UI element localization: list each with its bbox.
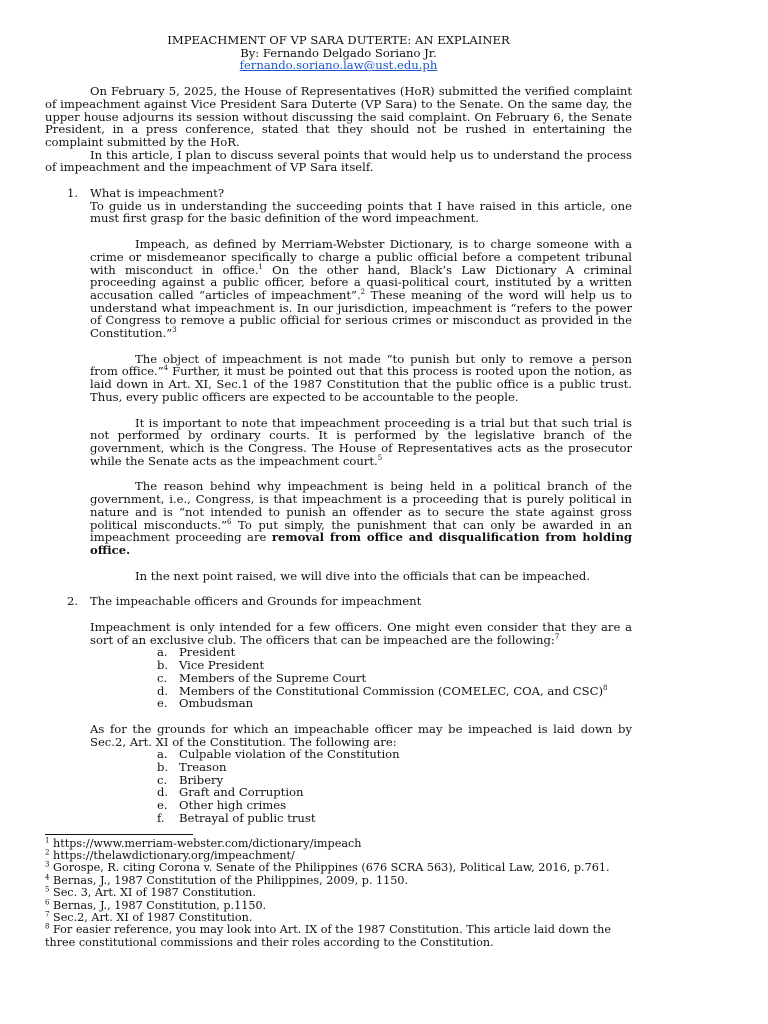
list-item: e. Ombudsman [157, 696, 254, 711]
body-paragraph: The reason behind why impeachment is being held in a political branch of the government, i.e., Congress, is that impeachment is a proceeding that is purely political in nature and is “not intended to punish an offender as to secure the state against gross political misconducts.”$^6$ To put simply, the punishment that can only be awarded in an impeachment proceeding are removal from office and disqualification from holding office. [90, 479, 632, 557]
footnote: $^5$ Sec. 3, Art. XI of 1987 Constitution. [45, 885, 256, 900]
body-paragraph: As for the grounds for which an impeachable officer may be impeached is laid down by Sec.2, Art. XI of the Constitution. The following are: [90, 721, 632, 749]
list-item: b. Vice President [157, 658, 265, 673]
footnote: $^7$ Sec.2, Art. XI of 1987 Constitution. [45, 910, 253, 924]
footnote: $^6$ Bernas, J., 1987 Constitution, p.1150. [45, 897, 267, 912]
intro-paragraph: On February 5, 2025, the House of Representatives (HoR) submitted the verified complaint of impeachment against Vice President Sara Duterte (VP Sara) to the Senate. On the same day, the upper house adjourns its session without discussing the said complaint. On February 6, the Senate President, in a press conference, stated that they should not be rushed in entertaining the complaint submitted by the HoR. [45, 84, 632, 149]
list-item: a. Culpable violation of the Constitution [157, 747, 400, 762]
section-1-body [45, 200, 632, 583]
footnote-ref[interactable]: 1 [258, 262, 263, 271]
body-paragraph: In the next point raised, we will dive into the officials that can be impeached. [135, 568, 591, 583]
list-item: e. Other high crimes [157, 798, 287, 813]
section-title: What is impeachment? [90, 186, 225, 201]
list-item: d. Members of the Constitutional Commission (COMELEC, COA, and CSC)$^8$ [157, 683, 608, 698]
section-number: 1. [67, 186, 79, 201]
list-item: d. Graft and Corruption [157, 785, 304, 800]
body-paragraph: The object of impeachment is not made “to punish but only to remove a person from office.”$^4$ Further, it must be pointed out that this process is rooted upon the notion, as laid down in Art. XI, Sec.1 of the 1987 Constitution that the public office is a public trust. Thus, every public officers are expected to be accountable to the people. [90, 351, 632, 404]
footnote-ref[interactable]: 6 [227, 517, 232, 526]
footnote-ref[interactable]: 2 [360, 288, 366, 297]
emphasis-text: removal from office and disqualification from holding office. [90, 530, 632, 557]
body-paragraph: Impeachment is only intended for a few officers. One might even consider that they are a sort of an exclusive club. The officers that can be impeached are the following:$^7$ [90, 620, 632, 647]
footnote-ref[interactable]: 4 [163, 364, 169, 373]
footnote: $^2$ https://thelawdictionary.org/impeachment/ [45, 848, 295, 862]
footnote-ref[interactable]: 3 [172, 326, 177, 335]
footnotes [45, 835, 632, 950]
section-2-grounds [45, 723, 632, 748]
footnote: $^8$ For easier reference, you may look into Art. IX of the 1987 Constitution. This article laid down the three constitutional commissions and their roles according to the Constitution. [45, 922, 611, 949]
list-item: c. Members of the Supreme Court [157, 670, 367, 685]
list-item: b. Treason [157, 760, 227, 775]
body-paragraph: It is important to note that impeachment proceeding is a trial but that such trial is not performed by ordinary courts. It is performed by the legislative branch of the government, which is the Congress. The House of Representatives acts as the prosecutor while the Senate acts as the impeachment court.$^5$ [90, 415, 632, 468]
footnote: $^3$ Gorospe, R. citing Corona v. Senate of the Philippines (676 SCRA 563), Political Law, 2016, p.761. [45, 860, 610, 875]
footnote-ref[interactable]: 5 [377, 453, 383, 462]
document-header [45, 34, 632, 72]
footnote: $^1$ https://www.merriam-webster.com/dictionary/impeach [45, 835, 362, 850]
section-number: 2. [67, 594, 79, 609]
list-item: c. Bribery [157, 772, 224, 787]
footnote-divider [45, 834, 193, 835]
section-2-body [45, 621, 632, 646]
intro [45, 85, 632, 174]
footnote-ref[interactable]: 8 [603, 683, 608, 692]
officers-list [45, 646, 632, 710]
footnote: $^4$ Bernas, J., 1987 Constitution of the Philippines, 2009, p. 1150. [45, 873, 409, 887]
list-item: f. Betrayal of public trust [157, 810, 316, 825]
document-title: IMPEACHMENT OF VP SARA DUTERTE: AN EXPLAINER [167, 33, 510, 47]
footnote-ref[interactable]: 7 [554, 632, 560, 641]
section-1-heading [45, 187, 632, 200]
section-lead: To guide us in understanding the succeeding points that I have raised in this article, one must first grasp for the basic definition of the word impeachment. [90, 198, 632, 226]
section-title: The impeachable officers and Grounds for impeachment [90, 594, 422, 609]
intro-paragraph: In this article, I plan to discuss several points that would help us to understand the process of impeachment and the impeachment of VP Sara itself. [45, 147, 632, 175]
body-paragraph: Impeach, as defined by Merriam-Webster Dictionary, is to charge someone with a crime or misdemeanor specifically to charge a public official before a competent tribunal with misconduct in office.$^1$ On the other hand, Black’s Law Dictionary A criminal proceeding against a public officer, before a quasi-political court, instituted by a written accusation called “articles of impeachment”.$^2$ These meaning of the word will help us to understand what impeachment is. In our jurisdiction, impeachment is “refers to the power of Congress to remove a public official for serious crimes or misconduct as provided in the Constitution.”$^3$ [90, 237, 632, 341]
section-2-heading [45, 595, 632, 608]
author-email-link[interactable]: fernando.soriano.law@ust.edu.ph [239, 58, 438, 73]
author-line: By: Fernando Delgado Soriano Jr. [240, 45, 437, 60]
grounds-list [45, 748, 632, 824]
list-item: a. President [157, 645, 236, 660]
